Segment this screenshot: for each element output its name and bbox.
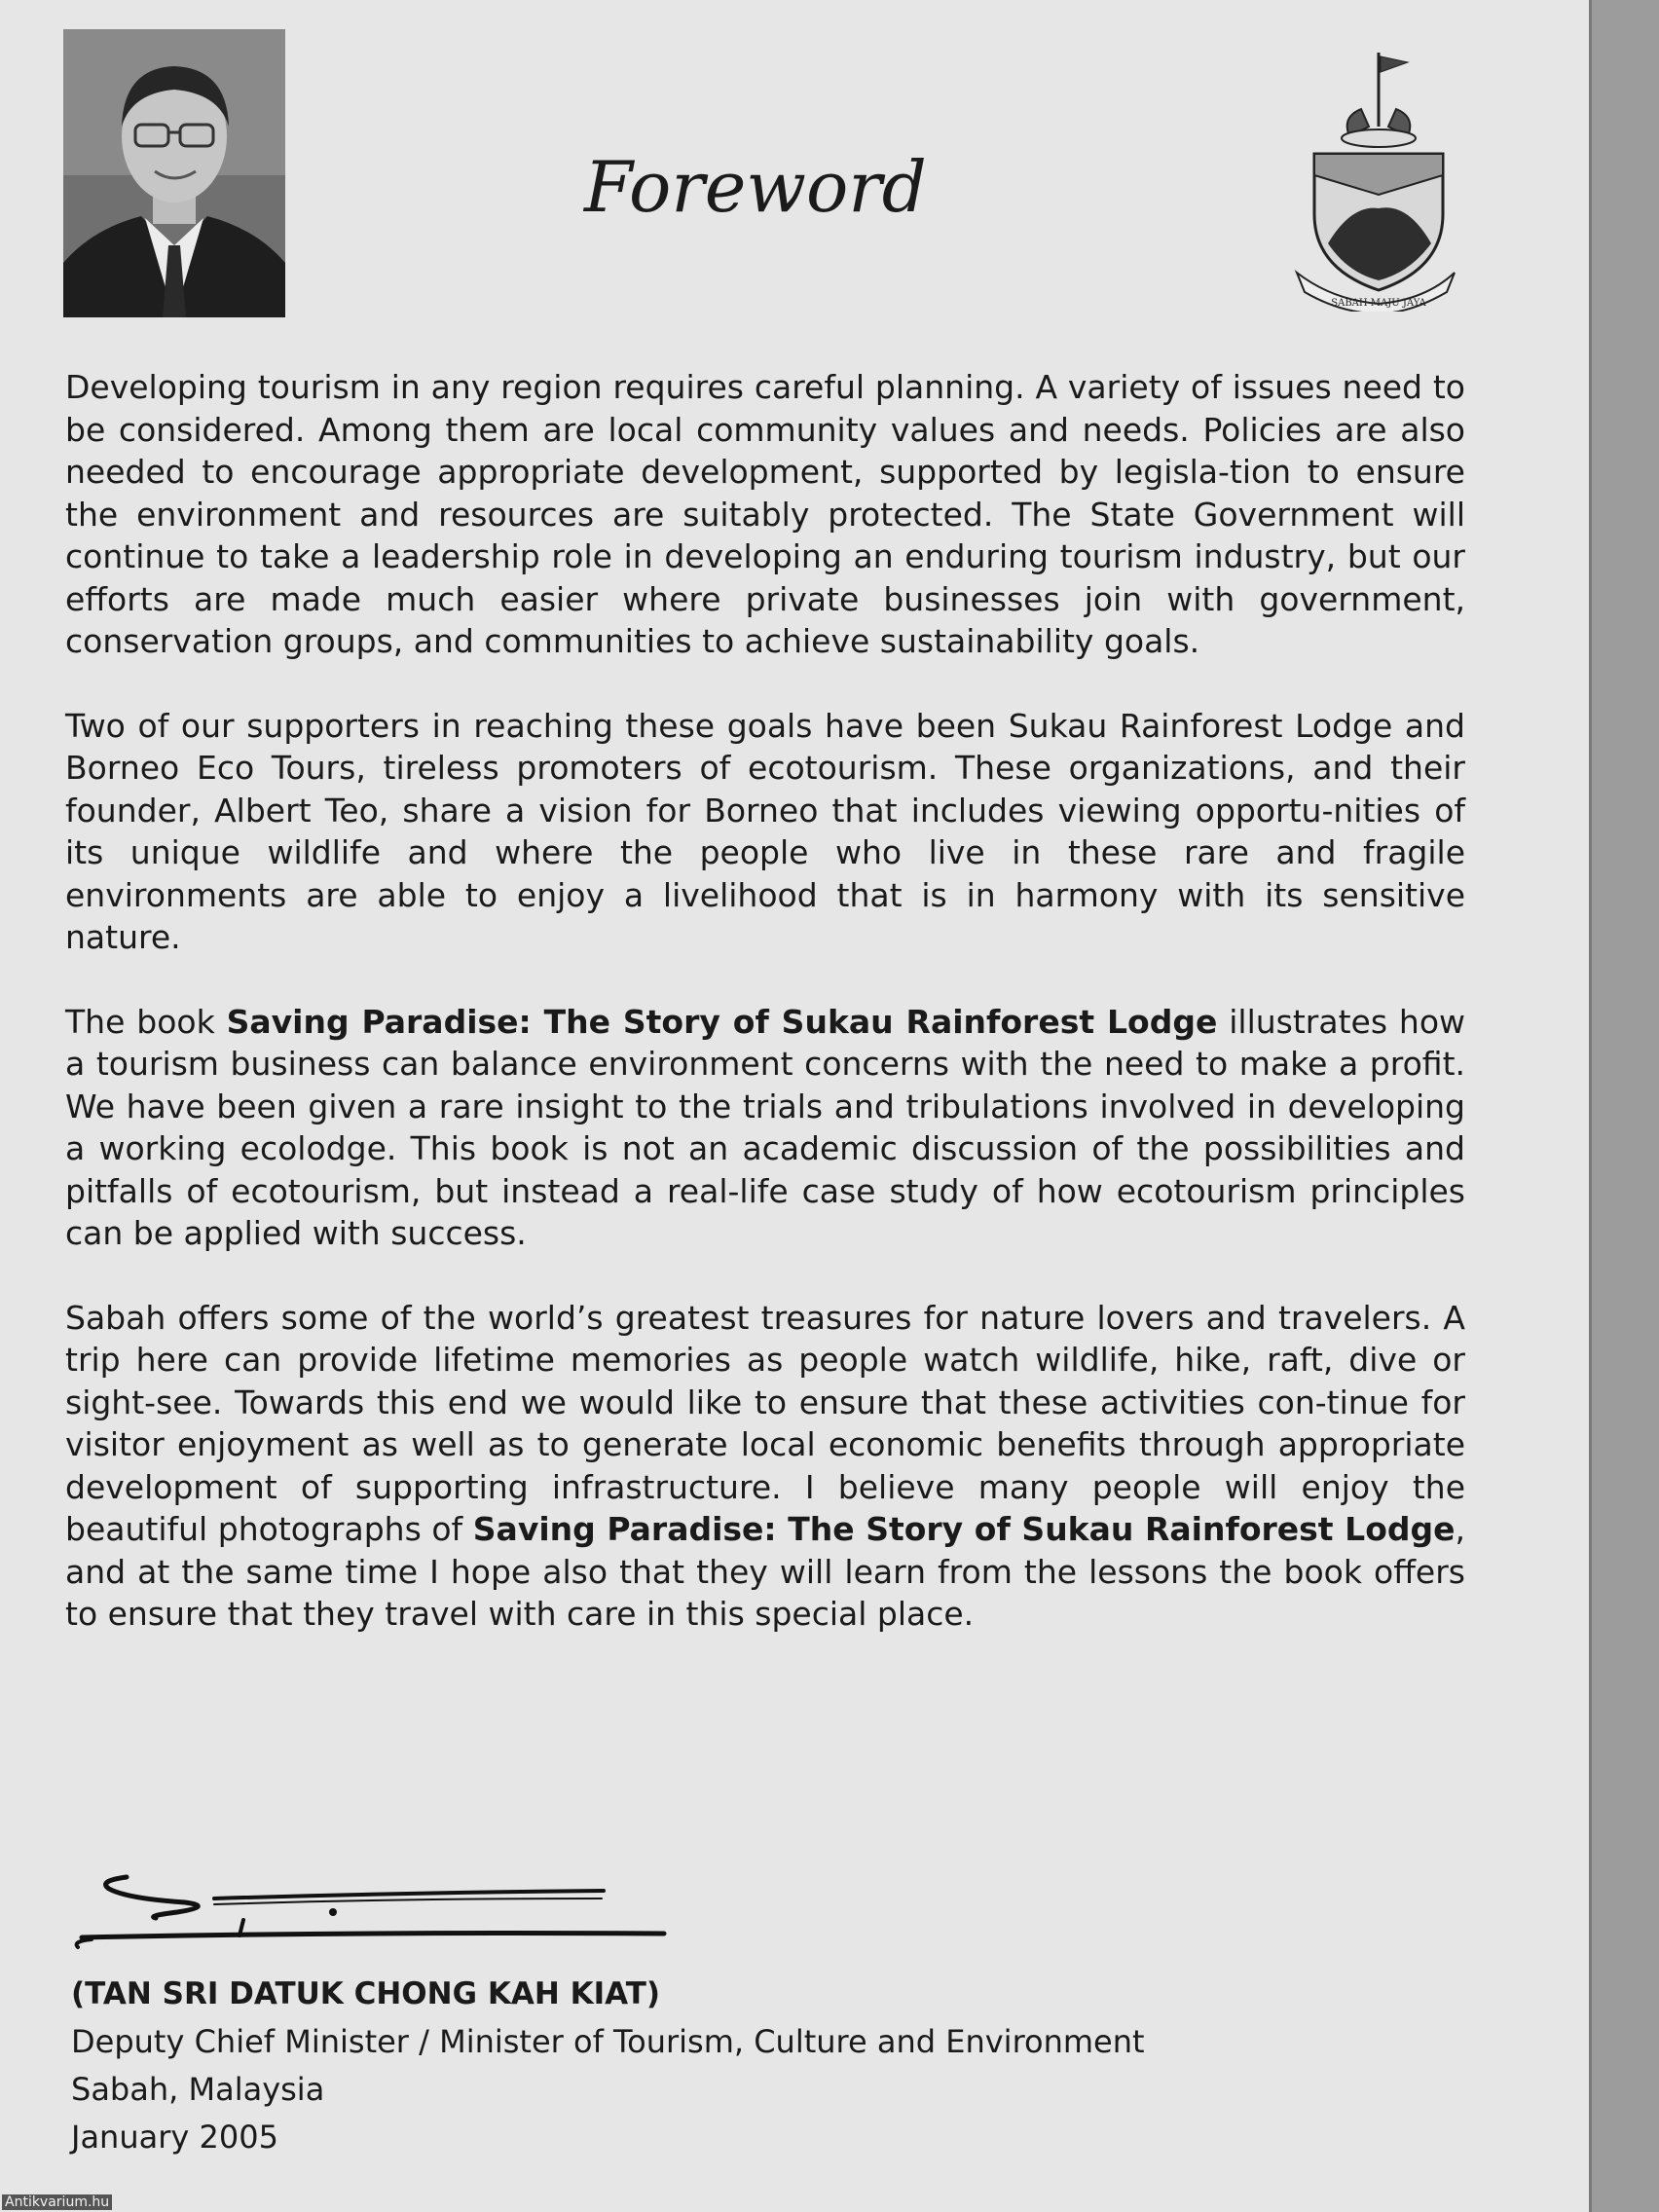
foreword-paragraph <box>65 366 1465 663</box>
foreword-date: January 2005 <box>71 2119 278 2156</box>
handwritten-signature <box>68 1869 672 1976</box>
foreword-body <box>65 366 1465 1677</box>
paragraph-text: illustrates how a tourism business can balance environment concerns with the need to make a profit. We have been given a rare insight to the trials and tribulations involved in developing a working ecolodge. This book is not an academic discussion of the possibilities and pitfalls of ecotourism, but instead a real-life case study of how ecotourism principles can be applied with success. <box>65 1002 1465 1252</box>
page-title: Foreword <box>584 146 927 228</box>
foreword-paragraph <box>65 705 1465 959</box>
paragraph-text: Sabah offers some of the world’s greatest treasures for nature lovers and travelers. A trip here can provide lifetime memories as people watch wildlife, hike, raft, dive or sight-see. Towards this end we would like to ensure that these activities con-tinue for visitor enjoyment as well as to generate local economic benefits through appropriate development of supporting infrastructure. I believe many people will enjoy the beautiful photographs of <box>65 1298 1465 1548</box>
book-gutter <box>1589 0 1659 2212</box>
paragraph-text: Two of our supporters in reaching these goals have been Sukau Rainforest Lodge and Borneo Eco Tours, tireless promoters of ecotourism. These organizations, and their founder, Albert Teo, share a vision for Borneo that includes viewing opportu-nities of its unique wildlife and where the people who live in these rare and fragile environments are able to enjoy a livelihood that is in harmony with its sensitive nature. <box>65 706 1465 956</box>
paragraph-text: The book <box>65 1002 227 1041</box>
sabah-coat-of-arms <box>1293 49 1458 312</box>
portrait-photo <box>63 29 285 317</box>
foreword-paragraph <box>65 1001 1465 1255</box>
signatory-position: Deputy Chief Minister / Minister of Tourism, Culture and Environment <box>71 2023 1145 2060</box>
source-watermark: Antikvarium.hu <box>2 2194 112 2210</box>
crest-motto: SABAH MAJU JAYA <box>1331 298 1426 309</box>
coat-of-arms-icon <box>1293 49 1458 312</box>
book-title-emphasis: Saving Paradise: The Story of Sukau Rainforest Lodge <box>472 1510 1456 1548</box>
signatory-location: Sabah, Malaysia <box>71 2071 325 2108</box>
paragraph-text: , and at the same time I hope also that they will learn from the lessons the book offers to ensure that they travel with care in this special place. <box>65 1510 1465 1633</box>
book-title-emphasis: Saving Paradise: The Story of Sukau Rainforest Lodge <box>226 1002 1218 1041</box>
paragraph-text: Developing tourism in any region requires careful planning. A variety of issues need to be considered. Among them are local community values and needs. Policies are also needed to encourage appropriate development, supported by legisla-tion to ensure the environment and resources are suitably protected. The State Government will continue to take a leadership role in developing an enduring tourism industry, but our efforts are made much easier where private businesses join with government, conservation groups, and communities to achieve sustainability goals. <box>65 368 1465 660</box>
author-portrait <box>63 29 285 317</box>
foreword-paragraph <box>65 1297 1465 1636</box>
signatory-name: (TAN SRI DATUK CHONG KAH KIAT) <box>71 1976 661 2011</box>
signature-icon <box>68 1869 672 1976</box>
signature-block <box>71 1971 1145 2161</box>
